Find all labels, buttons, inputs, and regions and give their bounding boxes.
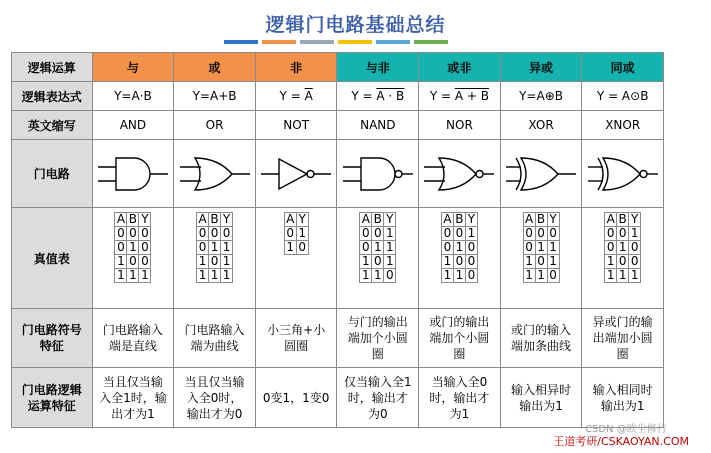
gate-expression: [419, 82, 501, 111]
truth-table-value: 0: [115, 241, 127, 255]
truth-table-row: [197, 213, 233, 227]
truth-table-value: 0: [605, 227, 617, 241]
logic-feature: [500, 368, 582, 428]
truth-table-value: 1: [127, 241, 139, 255]
gate-op-header-text: 异或: [529, 60, 554, 75]
truth-table-row: [360, 269, 396, 283]
gate-expression-prefix: Y =: [279, 89, 305, 103]
truth-table-value: 1: [605, 255, 617, 269]
truth-table-header: A: [361, 212, 370, 226]
truth-table-header: A: [116, 212, 126, 226]
logic-feature: [419, 368, 501, 428]
truth-table-value: 0: [127, 255, 139, 269]
truth-table-row: [197, 255, 233, 269]
truth-table: [523, 212, 560, 283]
nand-gate-icon: [337, 153, 418, 195]
gate-symbol-cell: [255, 140, 337, 208]
truth-table-header: Y: [296, 213, 308, 227]
truth-table-row: [197, 241, 233, 255]
truth-table-cell: [500, 208, 582, 309]
gate-symbol-cell: [337, 140, 419, 208]
gate-op-header-text: 与非: [365, 60, 390, 75]
gate-symbol-cell: [174, 140, 256, 208]
truth-table-value: 0: [139, 255, 151, 269]
truth-table-value: 1: [221, 255, 233, 269]
truth-table-header: Y: [384, 213, 396, 227]
truth-table-value: 1: [441, 269, 453, 283]
truth-table-row: [605, 269, 641, 283]
truth-table-value: 0: [453, 255, 465, 269]
gate-abbreviation-text: NOT: [283, 118, 310, 132]
truth-table: [196, 212, 233, 283]
not-gate-icon: [256, 153, 337, 195]
truth-table: [284, 212, 309, 255]
truth-table-header: A: [443, 212, 452, 226]
logic-feature: [337, 368, 419, 428]
symbol-feature-text: 或门的输入 端加条曲线: [511, 323, 572, 353]
truth-table-value: 1: [535, 241, 547, 255]
truth-table-row: [605, 227, 641, 241]
gate-expression-text: Y=A+B: [192, 89, 237, 103]
xnor-gate-icon: [582, 153, 663, 195]
gate-abbreviation-text: XNOR: [605, 118, 641, 132]
gate-op-header: [255, 53, 337, 82]
logic-feature-text: 当输入全0 时，输出才 为1: [429, 374, 490, 421]
truth-table-value: 0: [139, 241, 151, 255]
truth-table-header: B: [210, 212, 219, 226]
truth-table-value: 1: [209, 241, 221, 255]
truth-table-value: 1: [115, 269, 127, 283]
xor-gate-icon: [501, 153, 582, 195]
truth-table-value: 0: [523, 241, 535, 255]
gate-op-header-text: 非: [290, 60, 303, 75]
gate-op-header: [337, 53, 419, 82]
truth-table-cell: [582, 208, 664, 309]
truth-table-value: 0: [535, 255, 547, 269]
title-color-bar: [414, 40, 448, 44]
gate-op-header: [500, 53, 582, 82]
gate-symbol-cell: [500, 140, 582, 208]
gate-expression-overline: A + B: [454, 89, 489, 103]
row-label-gate: 门电路: [12, 140, 93, 208]
truth-table-value: 1: [523, 255, 535, 269]
symbol-feature-text: 门电路输入 端为曲线: [184, 323, 245, 353]
truth-table-value: 1: [384, 241, 396, 255]
truth-table-cell: [92, 208, 174, 309]
truth-table-row: [115, 241, 151, 255]
truth-table-value: 0: [441, 227, 453, 241]
title-color-bar: [300, 40, 334, 44]
truth-table-value: 1: [197, 255, 209, 269]
gate-expression: [337, 82, 419, 111]
row-label-op: 逻辑运算: [12, 53, 93, 82]
truth-table-value: 1: [139, 269, 151, 283]
truth-table-value: 1: [209, 269, 221, 283]
truth-table-row: [197, 227, 233, 241]
truth-table-header: A: [606, 212, 615, 226]
truth-table-row: [605, 255, 641, 269]
truth-table-row: [441, 269, 477, 283]
truth-table-row: [360, 241, 396, 255]
truth-table-row: [284, 227, 308, 241]
truth-table-cell: [255, 208, 337, 309]
truth-table-value: 0: [465, 255, 477, 269]
truth-table-value: 0: [197, 227, 209, 241]
gate-abbreviation: [92, 111, 174, 140]
truth-table-value: 1: [547, 255, 559, 269]
logic-feature: [174, 368, 256, 428]
truth-table-header: Y: [139, 213, 151, 227]
truth-table-value: 1: [535, 269, 547, 283]
row-label-logic-text: 门电路逻辑 运算特征: [21, 382, 82, 413]
truth-table-value: 1: [296, 227, 308, 241]
logic-feature-text: 当且仅当输 入全0时， 输出才为0: [184, 374, 245, 421]
gate-op-header-text: 同或: [610, 60, 635, 75]
truth-table-value: 0: [465, 241, 477, 255]
logic-feature: [92, 368, 174, 428]
symbol-feature: [337, 309, 419, 368]
truth-table-row: [605, 213, 641, 227]
truth-table-row: [115, 213, 151, 227]
symbol-feature-text: 或门的输出 端加个小圆 圈: [429, 315, 490, 361]
truth-table-value: 0: [372, 227, 384, 241]
truth-table-value: 1: [197, 269, 209, 283]
truth-table-row: [115, 255, 151, 269]
gate-op-header: [582, 53, 664, 82]
row-label-symbol: [12, 309, 93, 368]
truth-table-value: 0: [535, 227, 547, 241]
truth-table-value: 0: [629, 255, 641, 269]
truth-table-header: Y: [629, 213, 641, 227]
truth-table-header: Y: [221, 213, 233, 227]
truth-table-value: 0: [221, 227, 233, 241]
truth-table-value: 1: [384, 227, 396, 241]
gate-expression: [500, 82, 582, 111]
row-label-symbol-text: 门电路符号 特征: [21, 323, 82, 353]
truth-table-value: 0: [629, 241, 641, 255]
symbol-feature-text: 小三角+小 圆圈: [267, 323, 326, 353]
truth-table-value: 1: [372, 269, 384, 283]
title-color-bar: [224, 40, 258, 44]
gate-op-header: [174, 53, 256, 82]
truth-table-value: 1: [617, 241, 629, 255]
truth-table-value: 0: [296, 241, 308, 255]
truth-table-value: 0: [139, 227, 151, 241]
truth-table-row: [441, 213, 477, 227]
title-color-bar: [338, 40, 372, 44]
truth-table-value: 1: [360, 255, 372, 269]
truth-table-value: 0: [523, 227, 535, 241]
truth-table-header: A: [524, 212, 534, 226]
symbol-feature-text: 与门的输出 端加个小圆 圈: [347, 315, 408, 361]
truth-table-value: 0: [127, 227, 139, 241]
truth-table-header: B: [618, 212, 627, 226]
row-label-logic: [12, 368, 93, 428]
truth-table-value: 0: [465, 269, 477, 283]
truth-table-row: [360, 213, 396, 227]
truth-table-value: 1: [605, 269, 617, 283]
symbol-feature: [582, 309, 664, 368]
truth-table-value: 1: [547, 241, 559, 255]
gate-abbreviation-text: OR: [205, 118, 224, 132]
truth-table-header: Y: [465, 213, 477, 227]
truth-table-row: [523, 269, 559, 283]
gate-op-header-text: 或: [208, 60, 221, 75]
logic-feature: [255, 368, 337, 428]
gate-expression-text: Y = A⊙B: [596, 89, 649, 103]
or-gate-icon: [174, 153, 255, 195]
truth-table-value: 0: [209, 255, 221, 269]
truth-table-value: 0: [453, 227, 465, 241]
gate-abbreviation: [337, 111, 419, 140]
gate-abbreviation: [174, 111, 256, 140]
gate-expression-text: Y=A⊕B: [519, 89, 563, 103]
logic-feature-text: 输入相同时 输出为1: [592, 382, 653, 413]
truth-table-value: 1: [441, 255, 453, 269]
truth-table-row: [441, 227, 477, 241]
truth-table-header: A: [198, 212, 207, 226]
truth-table-header: B: [128, 212, 138, 226]
logic-feature-text: 当且仅当输 入全1时，输 出才为1: [99, 374, 167, 421]
logic-feature-text: 仅当输入全1 时，输出才 为0: [343, 374, 412, 421]
symbol-feature-text: 门电路输入 端是直线: [102, 323, 163, 353]
truth-table: [441, 212, 478, 283]
truth-table-row: [441, 255, 477, 269]
gate-expression-overline: $\overline{A}$: [304, 89, 313, 103]
truth-table-value: 0: [360, 241, 372, 255]
gate-op-header-text: 与: [126, 60, 139, 75]
truth-table-row: [605, 241, 641, 255]
truth-table-value: 1: [523, 269, 535, 283]
truth-table-value: 0: [547, 269, 559, 283]
truth-table-value: 0: [360, 227, 372, 241]
page-title: 逻辑门电路基础总结: [265, 14, 446, 36]
gate-abbreviation-text: AND: [119, 118, 147, 132]
truth-table-value: 1: [372, 241, 384, 255]
logic-feature-text: 输入相异时 输出为1: [511, 382, 572, 413]
truth-table-row: [523, 241, 559, 255]
truth-table-cell: [419, 208, 501, 309]
truth-table-value: 1: [284, 241, 296, 255]
truth-table-header: B: [536, 212, 546, 226]
truth-table-header: Y: [547, 213, 559, 227]
watermark: CSDN @欧尘修行: [585, 424, 667, 435]
gate-abbreviation: [500, 111, 582, 140]
truth-table-value: 1: [221, 241, 233, 255]
truth-table-value: 1: [360, 269, 372, 283]
truth-table-value: 0: [605, 241, 617, 255]
gate-expression-overline: A · B: [376, 89, 405, 103]
truth-table-row: [115, 227, 151, 241]
truth-table-value: 1: [465, 227, 477, 241]
truth-table-cell: [174, 208, 256, 309]
gate-op-header-text: 或非: [447, 60, 472, 75]
gate-expression-text: Y=A·B: [114, 89, 152, 103]
truth-table-value: 1: [384, 255, 396, 269]
truth-table: [359, 212, 396, 283]
truth-table-value: 0: [441, 241, 453, 255]
symbol-feature: [419, 309, 501, 368]
truth-table-value: 1: [115, 255, 127, 269]
symbol-feature: [92, 309, 174, 368]
symbol-feature: [174, 309, 256, 368]
truth-table-row: [360, 255, 396, 269]
nor-gate-icon: [419, 153, 500, 195]
gate-abbreviation: [582, 111, 664, 140]
gate-symbol-cell: [582, 140, 664, 208]
truth-table-row: [284, 213, 308, 227]
truth-table-value: 0: [384, 269, 396, 283]
gate-op-header: [92, 53, 174, 82]
truth-table-value: 1: [221, 269, 233, 283]
truth-table-row: [523, 227, 559, 241]
gate-abbreviation: [255, 111, 337, 140]
truth-table: [604, 212, 641, 283]
truth-table-row: [197, 269, 233, 283]
truth-table-row: [523, 255, 559, 269]
truth-table-header: B: [455, 212, 464, 226]
title-color-bar: [376, 40, 410, 44]
truth-table-header: A: [286, 212, 295, 226]
truth-table-row: [523, 213, 559, 227]
truth-table: [114, 212, 151, 283]
truth-table-row: [284, 241, 308, 255]
truth-table-value: 0: [617, 255, 629, 269]
gate-symbol-cell: [419, 140, 501, 208]
gate-expression: [255, 82, 337, 111]
symbol-feature: [500, 309, 582, 368]
logic-gate-summary-table: [11, 52, 664, 428]
gate-expression-prefix: Y =: [429, 89, 455, 103]
symbol-feature: [255, 309, 337, 368]
row-label-abbr: 英文缩写: [12, 111, 93, 140]
gate-expression: [582, 82, 664, 111]
truth-table-value: 1: [629, 227, 641, 241]
gate-abbreviation-text: NOR: [446, 118, 473, 132]
truth-table-value: 0: [284, 227, 296, 241]
gate-abbreviation: [419, 111, 501, 140]
truth-table-value: 0: [115, 227, 127, 241]
logic-feature: [582, 368, 664, 428]
gate-symbol-cell: [92, 140, 174, 208]
gate-op-header: [419, 53, 501, 82]
truth-table-value: 1: [617, 269, 629, 283]
truth-table-value: 1: [453, 241, 465, 255]
symbol-feature-text: 异或门的输 出端加小圆 圈: [592, 315, 653, 361]
truth-table-value: 0: [197, 241, 209, 255]
truth-table-cell: [337, 208, 419, 309]
truth-table-row: [441, 241, 477, 255]
truth-table-value: 0: [547, 227, 559, 241]
gate-expression-prefix: Y =: [351, 89, 377, 103]
truth-table-value: 0: [209, 227, 221, 241]
truth-table-header: B: [373, 212, 382, 226]
gate-expression: [174, 82, 256, 111]
truth-table-value: 1: [453, 269, 465, 283]
gate-abbreviation-text: XOR: [528, 118, 554, 132]
row-label-truth: 真值表: [12, 208, 93, 309]
gate-expression: [92, 82, 174, 111]
footer-brand: 王道考研/CSKAOYAN.COM: [553, 435, 689, 448]
title-color-bar: [262, 40, 296, 44]
gate-abbreviation-text: NAND: [360, 118, 396, 132]
truth-table-value: 0: [617, 227, 629, 241]
row-label-expr: 逻辑表达式: [12, 82, 93, 111]
logic-feature-text: 0变1，1变0: [262, 390, 330, 405]
truth-table-row: [115, 269, 151, 283]
truth-table-value: 1: [127, 269, 139, 283]
and-gate-icon: [93, 153, 174, 195]
truth-table-value: 0: [372, 255, 384, 269]
truth-table-value: 1: [629, 269, 641, 283]
truth-table-row: [360, 227, 396, 241]
